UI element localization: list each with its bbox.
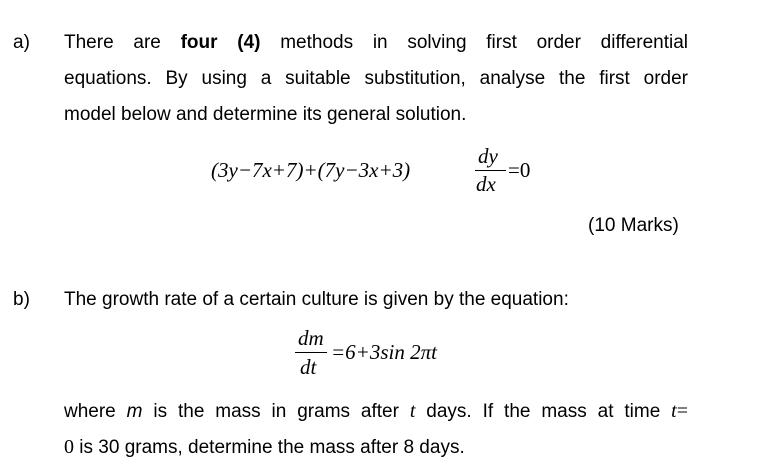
part-b-text-line-2: where m is the mass in grams after t days. If the mass at time t= (64, 400, 689, 422)
part-a-text-line-2: equations. By using a suitable substitution, analyse the first order (64, 68, 688, 89)
part-a-marks: (10 Marks) (588, 215, 679, 236)
part-a-text-line-1: There are four (4) methods in solving first order differential (64, 32, 689, 53)
equation-b-denominator: dt (300, 355, 317, 379)
equation-a-denominator: dx (476, 172, 496, 196)
part-a-text-line-3: model below and determine its general solution. (64, 104, 467, 125)
equation-b-rhs: =6+3sin 2πt (331, 340, 437, 364)
equation-b-fraction-bar (295, 352, 327, 353)
equation-a-lhs: (3y−7x+7)+(7y−3x+3) (211, 158, 411, 182)
part-b-text-line-1: The growth rate of a certain culture is given by the equation: (64, 289, 569, 310)
equation-a-numerator: dy (478, 144, 498, 168)
equation-b-numerator: dm (298, 326, 324, 350)
equation-a-rhs: =0 (508, 158, 531, 182)
part-b-text-line-3: 0 is 30 grams, determine the mass after 8 days. (64, 436, 465, 458)
part-a-label: a) (13, 32, 30, 53)
equation-a-fraction-bar (475, 170, 506, 171)
part-b-label: b) (13, 289, 30, 310)
